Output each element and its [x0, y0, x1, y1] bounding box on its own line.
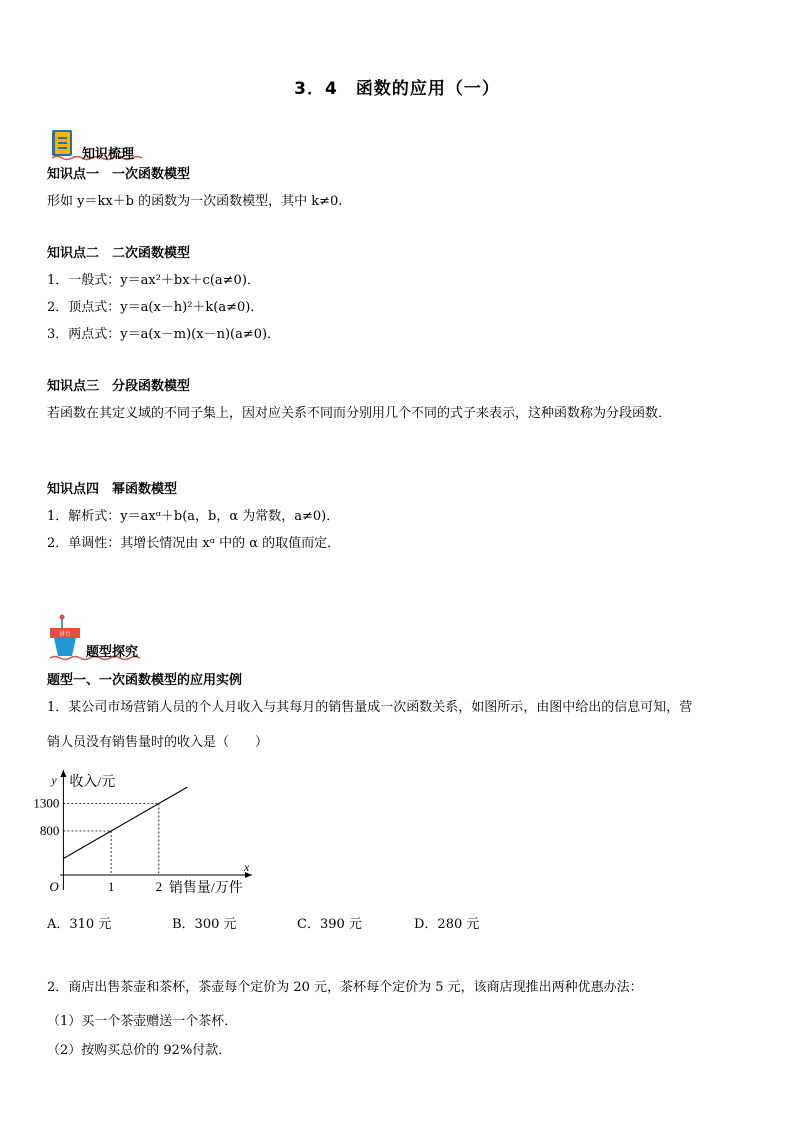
- question-1-option-a[interactable]: A．310 元: [47, 917, 112, 932]
- question-type-1-title: 题型一、一次函数模型的应用实例: [47, 673, 243, 688]
- question-1-text-line-1: 1．某公司市场营销人员的个人月收入与其每月的销售量成一次函数关系，如图所示，由图中给出的信息可知，营: [47, 700, 693, 715]
- knowledge-point-2-title: 知识点二 二次函数模型: [47, 246, 191, 261]
- page-title: 3．4 函数的应用（一）: [294, 79, 500, 99]
- x-axis-variable: x: [244, 860, 250, 874]
- knowledge-point-3-title: 知识点三 分段函数模型: [47, 379, 191, 394]
- podium-icon-label: 讲台: [58, 631, 72, 638]
- question-types-section-title: 题型探究: [86, 645, 139, 660]
- question-1-option-d[interactable]: D．280 元: [414, 917, 480, 932]
- origin-label: O: [49, 879, 59, 894]
- question-1-option-c[interactable]: C．390 元: [297, 917, 362, 932]
- x-axis-label: 销售量/万件: [168, 881, 243, 896]
- question-1-text-line-2: 销人员没有销售量时的收入是（ ）: [47, 735, 269, 750]
- income-sales-chart: [30, 768, 270, 898]
- question-2-text-line-1: 2．商店出售茶壶和茶杯，茶壶每个定价为 20 元，茶杯每个定价为 5 元，该商店现推出两种优惠办法：: [47, 980, 643, 995]
- knowledge-point-4-line-1: 1．解析式：y＝axᵅ＋b(a，b，α 为常数，a≠0)．: [47, 509, 340, 524]
- knowledge-point-4-title: 知识点四 幂函数模型: [47, 482, 178, 497]
- knowledge-point-4-line-2: 2．单调性：其增长情况由 xᵅ 中的 α 的取值而定．: [47, 536, 341, 551]
- question-2-text-line-2: （1）买一个茶壶赠送一个茶杯．: [47, 1014, 238, 1029]
- knowledge-point-2-line-1: 1．一般式：y＝ax²＋bx＋c(a≠0)．: [47, 273, 260, 288]
- x-tick-label-0: 1: [107, 879, 115, 894]
- series-line-0: [63, 787, 187, 859]
- knowledge-point-3-text: 若函数在其定义域的不同子集上，因对应关系不同而分别用几个不同的式子来表示，这种函数称为分段函数．: [47, 406, 672, 421]
- y-tick-label-1: 1300: [33, 795, 60, 811]
- knowledge-point-2-line-3: 3．两点式：y＝a(x－m)(x－n)(a≠0)．: [47, 327, 281, 342]
- question-2-text-line-3: （2）按购买总价的 92%付款．: [47, 1043, 232, 1058]
- knowledge-point-2-line-2: 2．顶点式：y＝a(x－h)²＋k(a≠0)．: [47, 300, 264, 315]
- knowledge-section-title: 知识梳理: [82, 147, 135, 162]
- y-tick-label-0: 800: [39, 823, 60, 838]
- y-axis-arrow: [60, 770, 66, 777]
- knowledge-point-1-title: 知识点一 一次函数模型: [47, 167, 191, 182]
- y-axis-variable: y: [51, 773, 57, 787]
- x-tick-label-1: 2: [155, 879, 163, 894]
- y-axis-label: 收入/元: [69, 775, 116, 790]
- question-1-option-b[interactable]: B．300 元: [172, 917, 237, 932]
- knowledge-point-1-text: 形如 y＝kx＋b 的函数为一次函数模型，其中 k≠0.: [47, 194, 343, 209]
